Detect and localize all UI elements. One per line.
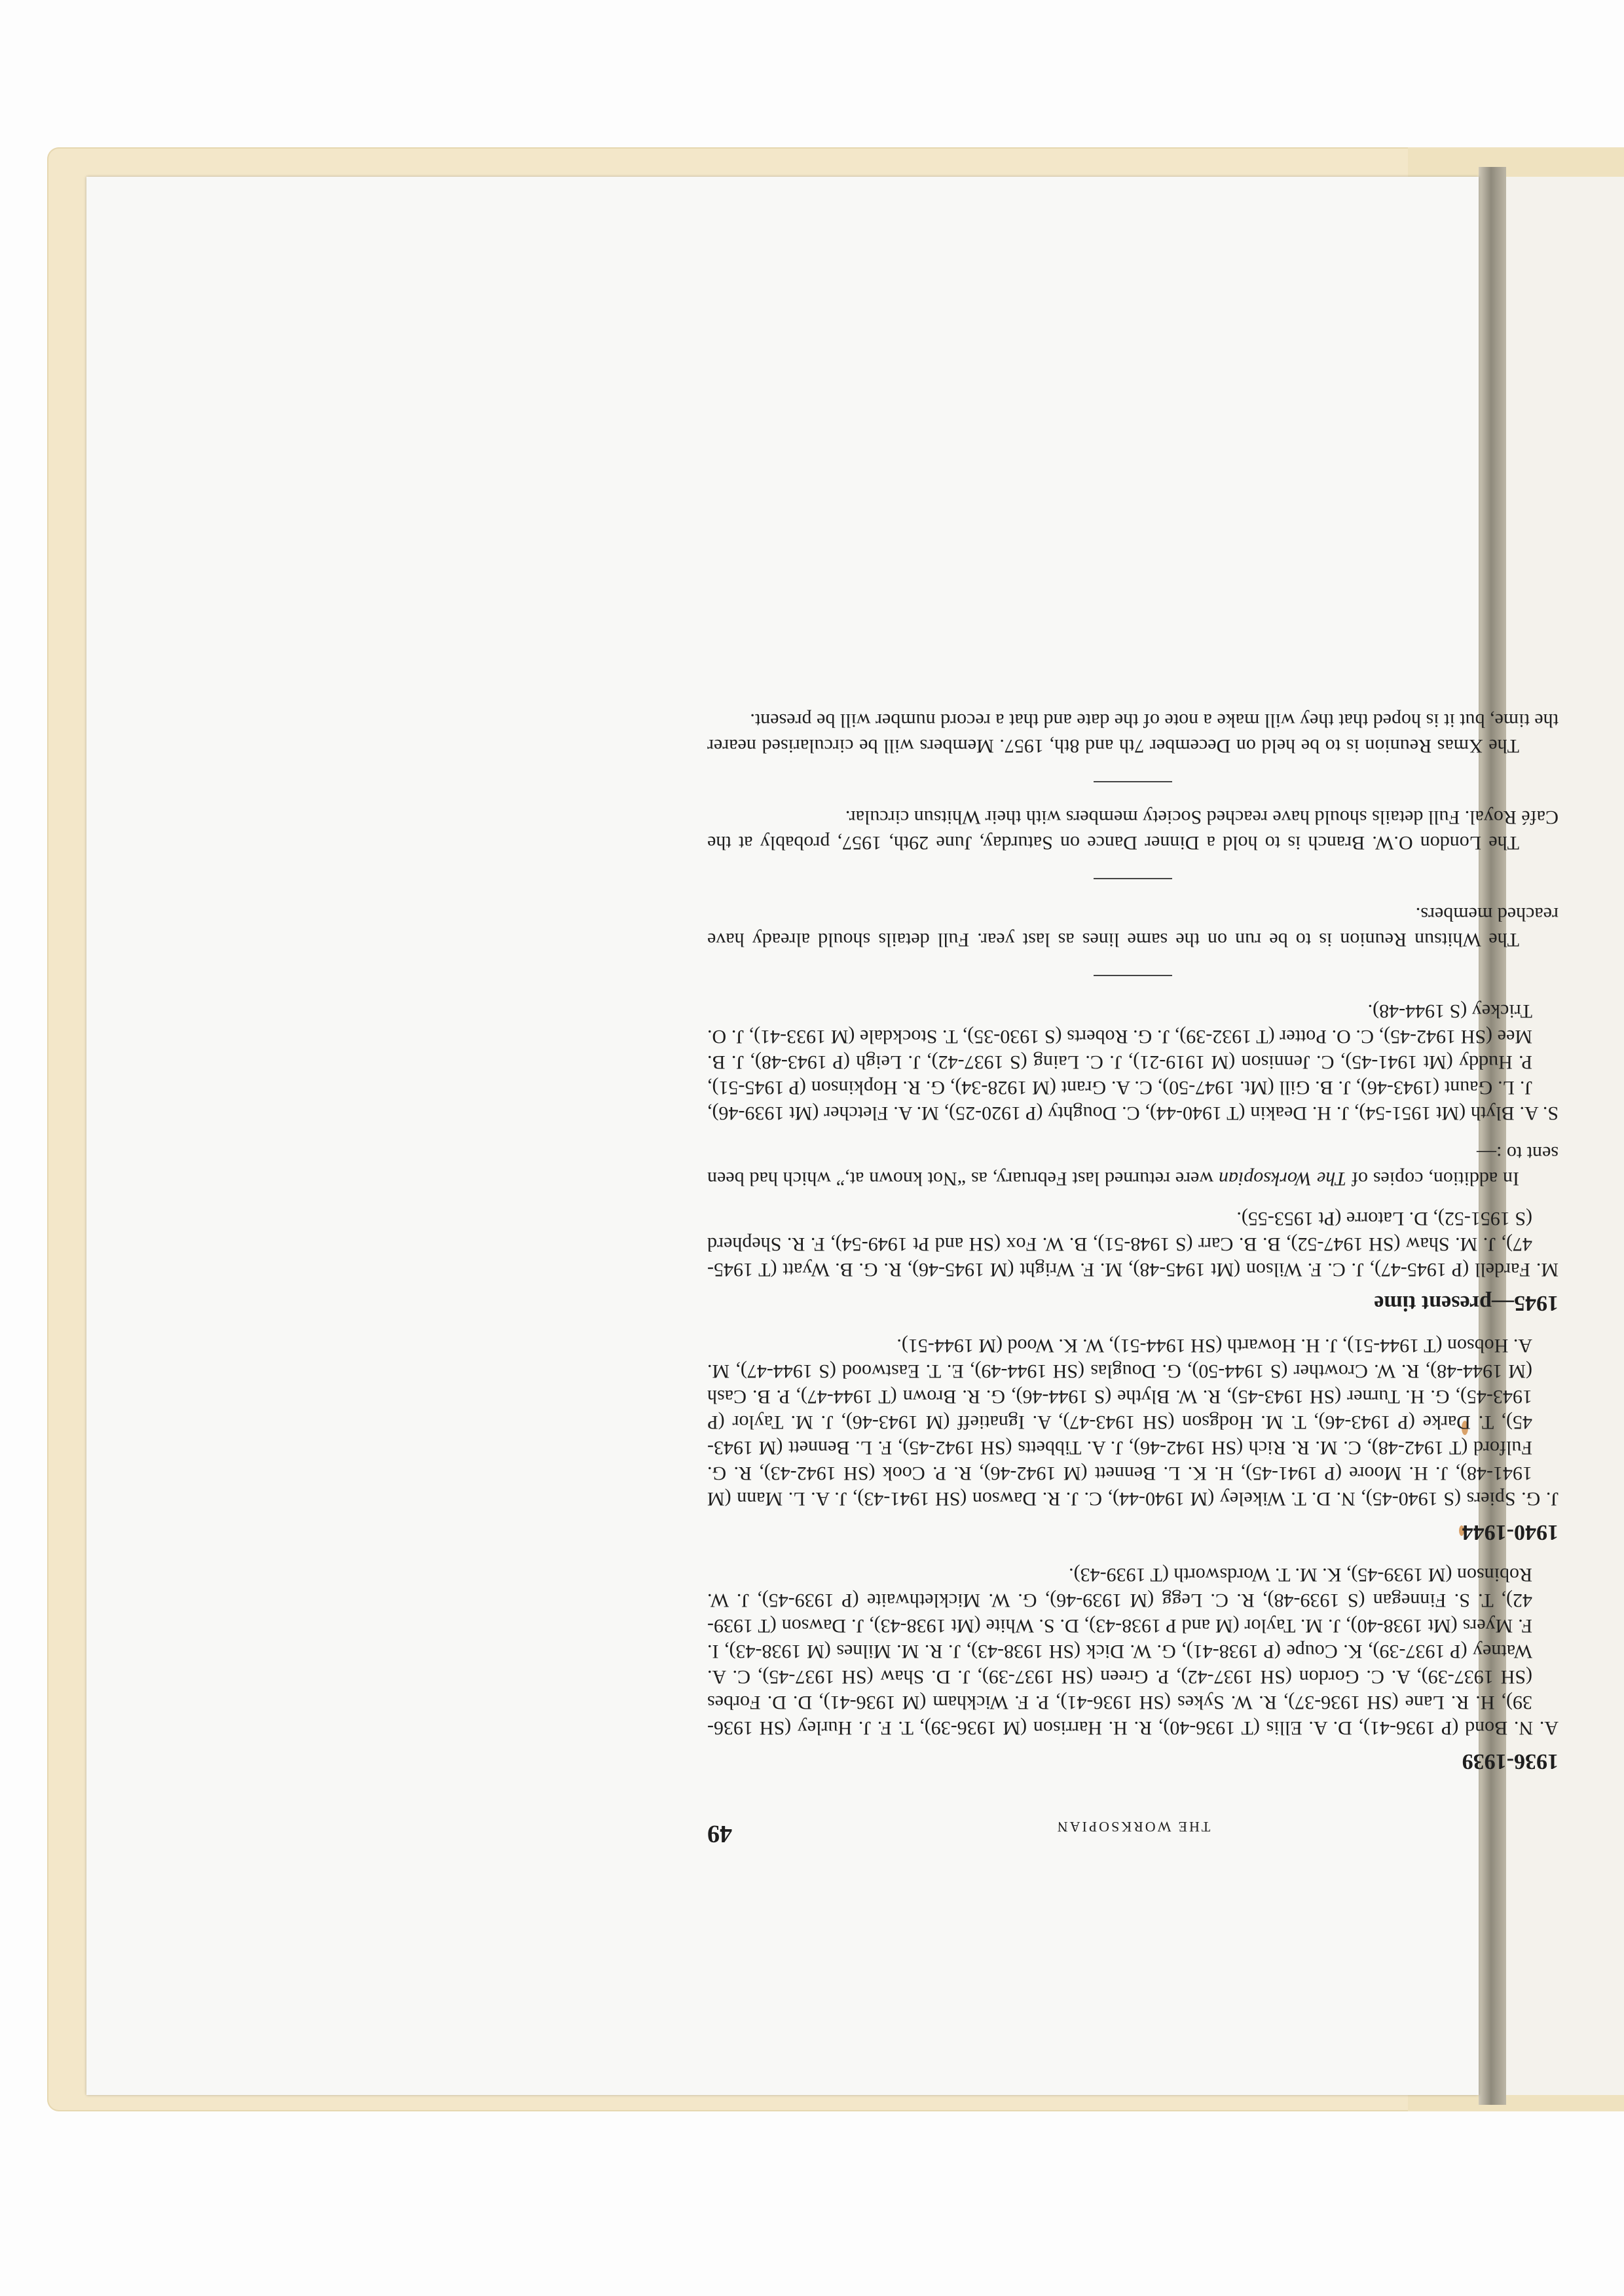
not-known-intro: [707, 1140, 1559, 1192]
divider: [1094, 781, 1172, 782]
intro-text: In addition, copies of: [1351, 1168, 1519, 1190]
whitsun-notice: The Whitsun Reunion is to be run on the same lines as last year. Full details should already have reached members.: [707, 903, 1559, 951]
divider: [1094, 878, 1172, 879]
section-heading: 1945—present time: [1374, 1291, 1559, 1315]
page-number: 49: [707, 1820, 732, 1848]
running-head: [707, 1813, 1559, 1846]
name-list: M. Fardell (P 1945-47), J. C. F. Wilson (Mt 1945-48), M. F. Wright (M 1945-46), R. G. B. Wyatt (T 1945-47), J. M. Shaw (SH 1947-52), B. B. Carr (S 1948-51), B. W. Fox (SH and Pt 1949-54), F. R. Shepherd (S 1951-52), D. Latorre (Pt 1953-55).: [707, 1208, 1559, 1281]
printed-content: [707, 693, 1559, 1846]
intro-text: were returned last February, as “Not known at,” which had been sent to :—: [707, 1142, 1559, 1190]
section-heading: 1936-1939: [1462, 1749, 1559, 1774]
divider: [1094, 975, 1172, 976]
xmas-reunion-notice: The Xmas Reunion is to be held on December 7th and 8th, 1957. Members will be circularised nearer the time, but it is hoped that they will make a note of the date and that a record number will be present.: [707, 710, 1559, 757]
section-1936-1939: [707, 1562, 1559, 1774]
london-branch-notice: The London O.W. Branch is to hold a Dinner Dance on Saturday, June 29th, 1957, probably at the Café Royal. Full details should have reached Society members with their Whitsun circular.: [707, 807, 1559, 854]
running-title: THE WORKSOPIAN: [1055, 1819, 1211, 1835]
magazine-title: The Worksopian: [1218, 1168, 1347, 1190]
section-heading: 1940-1944: [1462, 1520, 1559, 1544]
name-list: A. N. Bond (P 1936-41), D. A. Ellis (T 1936-40), R. H. Harrison (M 1936-39), T. F. J. Hurley (SH 1936-39), H. R. Lane (SH 1936-37), R. W. Sykes (SH 1936-41), P. F. Wickham (M 1936-41), D. D. Forbes (SH 1937-39), A. C. Gordon (SH 1937-42), P. Green (SH 1937-39), J. D. Shaw (SH 1937-45), C. A. Watney (P 1937-39), K. Coupe (P 1938-41), G. W. Dick (SH 1938-43), J. R. M. Milnes (M 1938-43), I. F. Myers (Mt 1938-40), J. M. Taylor (M and P 1938-43), D. S. White (Mt 1938-43), J. Dawson (T 1939-42), T. S. Finnegan (S 1939-48), R. C. Legg (M 1939-46), G. W. Micklethwaite (P 1939-45), J. W. Robinson (M 1939-45), K. M. T. Wordsworth (T 1939-43).: [707, 1564, 1559, 1739]
not-known-list: S. A. Blyth (Mt 1951-54), J. H. Deakin (T 1940-44), C. Doughty (P 1920-25), M. A. Fletcher (Mt 1939-46), J. L. Gaunt (1943-46), J. B. Gill (Mt. 1947-50), C. A. Grant (M 1928-34), G. R. Hopkinson (P 1945-51), P. Huddy (Mt 1941-45), C. Jennison (M 1919-21), J. C. Laing (S 1937-42), J. Leigh (P 1943-48), J. B. Mee (SH 1942-45), C. O. Potter (T 1932-39), J. G. Roberts (S 1930-35), T. Stockdale (M 1933-41), J. O. Trickey (S 1944-48).: [707, 1000, 1559, 1124]
section-1945-present: [707, 1206, 1559, 1316]
name-list: J. G. Spiers (S 1940-45), N. D. T. Wikeley (M 1940-44), C. J. R. Dawson (SH 1941-43), J. A. L. Mann (M 1941-48), J. H. Moore (P 1941-45), H. K. L. Bennett (M 1942-46), R. P. Cook (SH 1942-43), R. G. Fulford (T 1942-48), C. M. R. Rich (SH 1942-46), J. A. Tibbetts (SH 1942-45), F. L. Bennett (M 1943-45), T. Darke (P 1943-46), T. M. Hodgson (SH 1943-47), A. Ignatieff (M 1943-46), J. M. Taylor (P 1943-45), G. H. Turner (SH 1943-45), R. W. Blythe (S 1944-46), G. R. Brown (T 1944-47), P. B. Cash (M 1944-48), R. W. Crowther (S 1944-50), G. Douglas (SH 1944-49), E. T. Eastwood (S 1944-47), M. A. Hobson (T 1944-51), J. H. Howarth (SH 1944-51), W. K. Wood (M 1944-51).: [707, 1335, 1559, 1510]
section-1940-1944: [707, 1333, 1559, 1545]
